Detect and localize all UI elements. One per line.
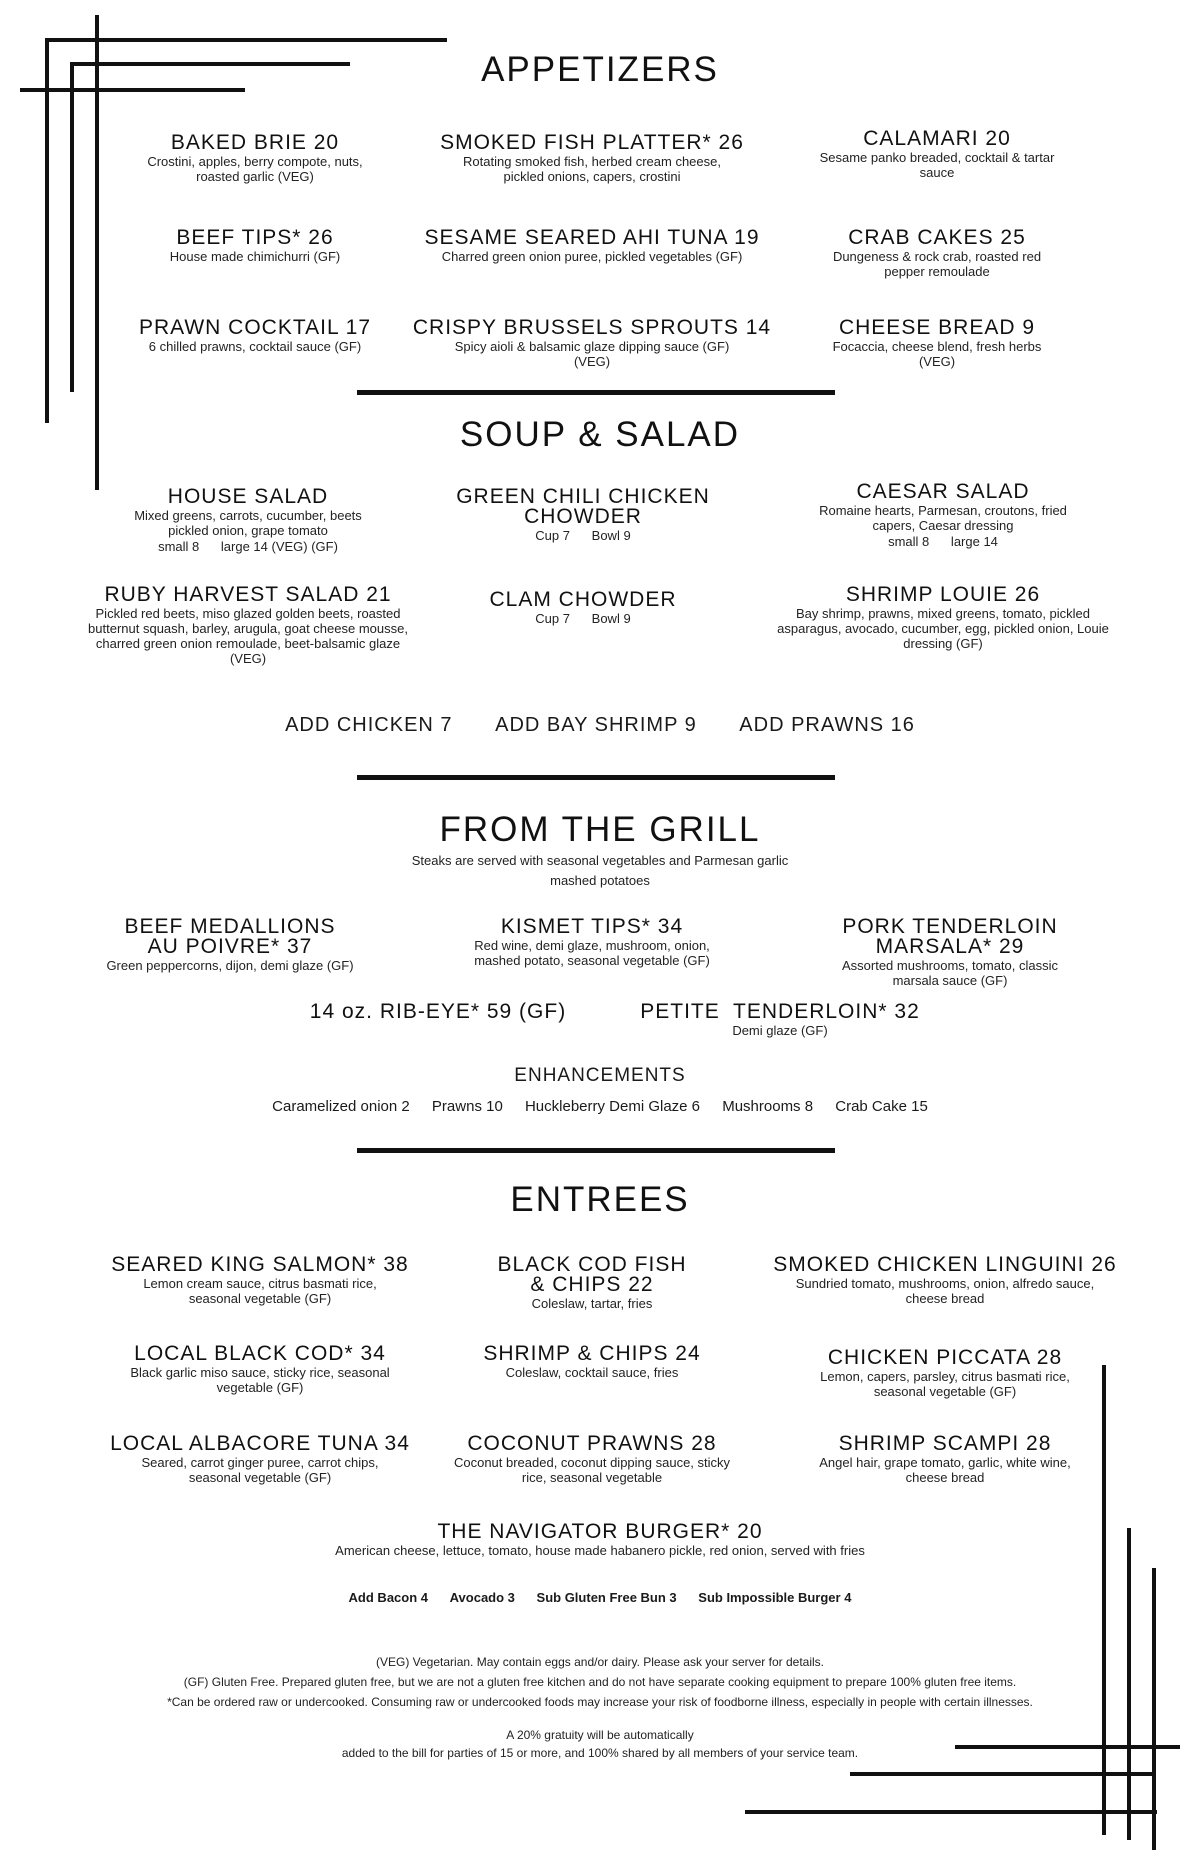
menu-item bbox=[75, 228, 435, 264]
item-name: CRISPY BRUSSELS SPROUTS 14 bbox=[412, 316, 772, 339]
menu-item bbox=[765, 1434, 1125, 1485]
item-description: Lemon cream sauce, citrus basmati rice, seasonal vegetable (GF) bbox=[143, 1276, 377, 1306]
addon-item: ADD CHICKEN 7 bbox=[285, 714, 453, 736]
footnote-gf: (GF) Gluten Free. Prepared gluten free, but we are not a gluten free kitchen and do not have separate cooking equipment to prepare 100% gluten free items. bbox=[183, 1675, 1017, 1689]
item-name: COCONUT PRAWNS 28 bbox=[467, 1432, 717, 1455]
section-divider bbox=[357, 1148, 835, 1153]
item-description: Red wine, demi glaze, mushroom, onion, mashed potato, seasonal vegetable (GF) bbox=[474, 938, 710, 968]
menu-item bbox=[765, 1348, 1125, 1399]
menu-item bbox=[412, 228, 772, 264]
extra-item: Sub Gluten Free Bun 3 bbox=[536, 1590, 677, 1605]
menu-item bbox=[412, 1434, 772, 1485]
grill-subtitle: mashed potatoes bbox=[550, 873, 650, 888]
menu-item bbox=[50, 917, 410, 973]
grill-subtitle: Steaks are served with seasonal vegetables and Parmesan garlic bbox=[411, 853, 789, 868]
enhancement-item: Prawns 10 bbox=[431, 1098, 503, 1115]
item-description: Seared, carrot ginger puree, carrot chips, seasonal vegetable (GF) bbox=[141, 1455, 379, 1485]
item-description: Coleslaw, cocktail sauce, fries bbox=[505, 1365, 679, 1380]
enhancement-item: Caramelized onion 2 bbox=[272, 1098, 410, 1115]
section-title-grill: FROM THE GRILL bbox=[439, 810, 761, 849]
item-name: PETITE TENDERLOIN* 32 bbox=[640, 1000, 920, 1023]
menu-item bbox=[412, 1344, 772, 1380]
menu-item bbox=[763, 585, 1123, 651]
item-name: SHRIMP LOUIE 26 bbox=[845, 583, 1041, 606]
menu-item bbox=[770, 917, 1130, 988]
item-name: HOUSE SALAD bbox=[167, 485, 329, 508]
item-name: SHRIMP & CHIPS 24 bbox=[483, 1342, 701, 1365]
item-description: Pickled red beets, miso glazed golden beets, roasted butternut squash, barley, arugula, goat cheese mousse, charred green onion remoulade, beet-balsamic glaze (VEG) bbox=[88, 606, 408, 666]
item-description: Assorted mushrooms, tomato, classic marsala sauce (GF) bbox=[841, 958, 1059, 988]
section-divider bbox=[357, 775, 835, 780]
item-name: CHEESE BREAD 9 bbox=[838, 316, 1036, 339]
menu-item bbox=[600, 1002, 960, 1038]
item-name: SMOKED CHICKEN LINGUINI 26 bbox=[773, 1253, 1117, 1276]
item-name: RUBY HARVEST SALAD 21 bbox=[104, 583, 392, 606]
item-price: small 8 large 14 bbox=[888, 534, 998, 549]
enhancement-item: Mushrooms 8 bbox=[722, 1098, 814, 1115]
item-description: Mixed greens, carrots, cucumber, beets pickled onion, grape tomato bbox=[134, 508, 362, 538]
item-name: CAESAR SALAD bbox=[856, 480, 1030, 503]
menu-item bbox=[80, 1344, 440, 1395]
item-description: Coconut breaded, coconut dipping sauce, sticky rice, seasonal vegetable bbox=[453, 1455, 731, 1485]
section-divider bbox=[357, 390, 835, 395]
menu-item bbox=[75, 133, 435, 184]
item-name: SMOKED FISH PLATTER* 26 bbox=[440, 131, 744, 154]
menu-item bbox=[403, 487, 763, 543]
section-title-soup-salad: SOUP & SALAD bbox=[459, 415, 741, 454]
menu-item bbox=[745, 1255, 1145, 1306]
menu-item bbox=[412, 133, 772, 184]
menu-item bbox=[403, 590, 763, 626]
item-name: BEEF TIPS* 26 bbox=[176, 226, 334, 249]
item-name: CHICKEN PICCATA 28 bbox=[827, 1346, 1063, 1369]
item-name: CALAMARI 20 bbox=[863, 127, 1011, 150]
item-name: CLAM CHOWDER bbox=[489, 588, 677, 611]
item-description: Angel hair, grape tomato, garlic, white wine, cheese bread bbox=[819, 1455, 1071, 1485]
item-description: Cup 7 Bowl 9 bbox=[535, 611, 631, 626]
enhancement-item: Crab Cake 15 bbox=[835, 1098, 928, 1115]
menu-item bbox=[68, 585, 428, 666]
footnote-veg: (VEG) Vegetarian. May contain eggs and/or dairy. Please ask your server for details. bbox=[376, 1655, 824, 1669]
item-description: Black garlic miso sauce, sticky rice, seasonal vegetable (GF) bbox=[130, 1365, 390, 1395]
item-description: 6 chilled prawns, cocktail sauce (GF) bbox=[148, 339, 362, 354]
gratuity-note: A 20% gratuity will be automatically bbox=[506, 1728, 694, 1742]
menu-item bbox=[757, 129, 1117, 180]
menu-item bbox=[412, 917, 772, 968]
item-name: PRAWN COCKTAIL 17 bbox=[138, 316, 372, 339]
menu-item bbox=[300, 1522, 900, 1558]
menu-item bbox=[80, 1255, 440, 1306]
salad-addons bbox=[0, 714, 1200, 737]
extra-item: Avocado 3 bbox=[449, 1590, 515, 1605]
item-description: Green peppercorns, dijon, demi glaze (GF) bbox=[106, 958, 354, 973]
extra-item: Add Bacon 4 bbox=[348, 1590, 429, 1605]
item-description: Romaine hearts, Parmesan, croutons, fried capers, Caesar dressing bbox=[819, 503, 1067, 533]
addon-item: ADD PRAWNS 16 bbox=[739, 714, 915, 736]
item-name: BAKED BRIE 20 bbox=[170, 131, 340, 154]
menu-item bbox=[68, 487, 428, 554]
item-description: American cheese, lettuce, tomato, house made habanero pickle, red onion, served with fries bbox=[335, 1543, 865, 1558]
item-name: SHRIMP SCAMPI 28 bbox=[838, 1432, 1052, 1455]
menu-item bbox=[757, 318, 1117, 369]
item-description: Spicy aioli & balsamic glaze dipping sauce (GF) (VEG) bbox=[454, 339, 730, 369]
enhancements-list bbox=[0, 1098, 1200, 1115]
item-name: 14 oz. RIB-EYE* 59 (GF) bbox=[309, 1000, 567, 1023]
item-name: LOCAL BLACK COD* 34 bbox=[134, 1342, 386, 1365]
item-price: small 8 large 14 (VEG) (GF) bbox=[158, 539, 338, 554]
item-name: BLACK COD FISH & CHIPS 22 bbox=[497, 1253, 687, 1296]
enhancements-title: ENHANCEMENTS bbox=[514, 1065, 686, 1086]
menu-item bbox=[757, 228, 1117, 279]
burger-extras bbox=[0, 1590, 1200, 1605]
menu-item bbox=[80, 1434, 440, 1485]
item-description: Dungeness & rock crab, roasted red pepper remoulade bbox=[832, 249, 1042, 279]
menu-item bbox=[412, 318, 772, 369]
menu-item bbox=[412, 1255, 772, 1311]
item-name: PORK TENDERLOIN MARSALA* 29 bbox=[842, 915, 1058, 958]
item-name: LOCAL ALBACORE TUNA 34 bbox=[110, 1432, 410, 1455]
enhancement-item: Huckleberry Demi Glaze 6 bbox=[524, 1098, 701, 1115]
section-title-entrees: ENTREES bbox=[510, 1180, 690, 1219]
item-description: Coleslaw, tartar, fries bbox=[531, 1296, 653, 1311]
menu-item bbox=[258, 1002, 618, 1022]
menu-item bbox=[75, 318, 435, 354]
item-name: SEARED KING SALMON* 38 bbox=[111, 1253, 409, 1276]
gratuity-note: added to the bill for parties of 15 or more, and 100% shared by all members of your service team. bbox=[341, 1746, 859, 1760]
section-title-appetizers: APPETIZERS bbox=[481, 50, 719, 89]
item-description: Bay shrimp, prawns, mixed greens, tomato, pickled asparagus, avocado, cucumber, egg, pickled onion, Louie dressing (GF) bbox=[777, 606, 1109, 651]
item-description: Rotating smoked fish, herbed cream cheese, pickled onions, capers, crostini bbox=[463, 154, 721, 184]
item-description: Demi glaze (GF) bbox=[732, 1023, 828, 1038]
footnote-raw: *Can be ordered raw or undercooked. Consuming raw or undercooked foods may increase your risk of foodborne illness, especially in people with certain illnesses. bbox=[167, 1695, 1033, 1709]
item-description: Cup 7 Bowl 9 bbox=[535, 528, 631, 543]
item-name: THE NAVIGATOR BURGER* 20 bbox=[437, 1520, 763, 1543]
item-name: GREEN CHILI CHICKEN CHOWDER bbox=[456, 485, 710, 528]
addon-item: ADD BAY SHRIMP 9 bbox=[495, 714, 697, 736]
item-description: Focaccia, cheese blend, fresh herbs (VEG) bbox=[832, 339, 1042, 369]
item-description: Crostini, apples, berry compote, nuts, roasted garlic (VEG) bbox=[147, 154, 363, 184]
item-name: BEEF MEDALLIONS AU POIVRE* 37 bbox=[124, 915, 336, 958]
item-description: Charred green onion puree, pickled vegetables (GF) bbox=[441, 249, 743, 264]
extra-item: Sub Impossible Burger 4 bbox=[698, 1590, 852, 1605]
item-description: Sesame panko breaded, cocktail & tartar sauce bbox=[819, 150, 1055, 180]
item-description: Lemon, capers, parsley, citrus basmati rice, seasonal vegetable (GF) bbox=[820, 1369, 1070, 1399]
item-description: Sundried tomato, mushrooms, onion, alfredo sauce, cheese bread bbox=[795, 1276, 1095, 1306]
item-name: KISMET TIPS* 34 bbox=[500, 915, 684, 938]
item-name: SESAME SEARED AHI TUNA 19 bbox=[424, 226, 760, 249]
item-description: House made chimichurri (GF) bbox=[169, 249, 341, 264]
item-name: CRAB CAKES 25 bbox=[848, 226, 1026, 249]
menu-item bbox=[763, 482, 1123, 549]
